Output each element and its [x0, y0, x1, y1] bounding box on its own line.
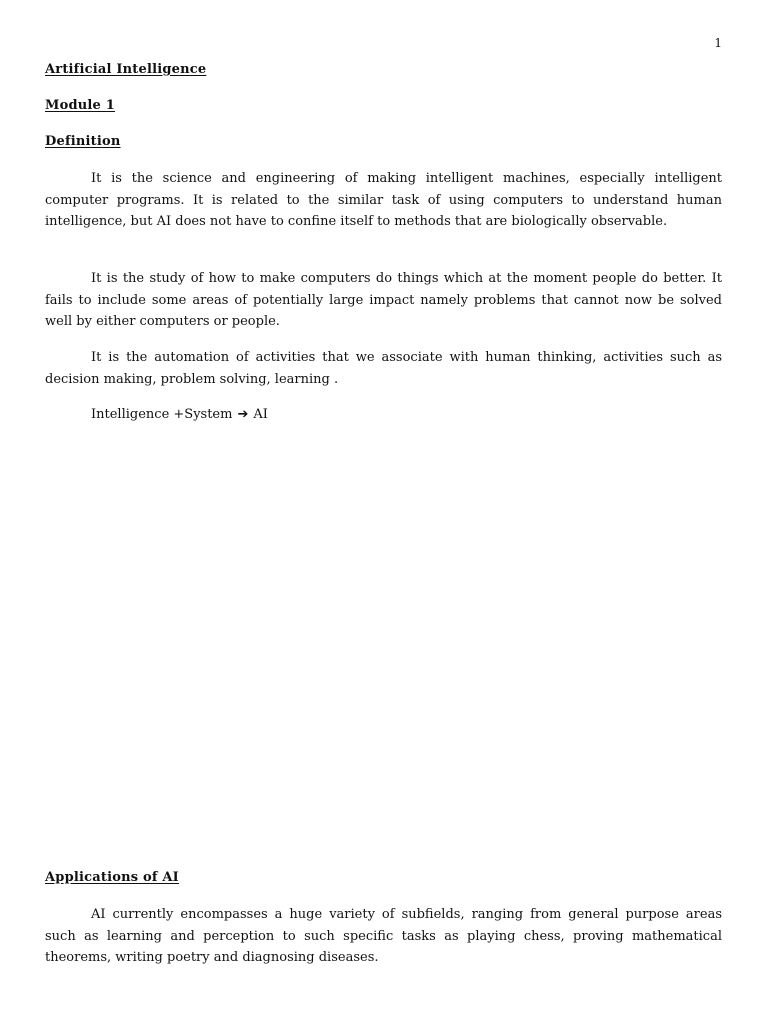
- document-title: Artificial Intelligence: [45, 62, 207, 77]
- module-heading: Module 1: [45, 98, 115, 113]
- formula-left: Intelligence +System: [91, 407, 233, 422]
- formula-right: AI: [253, 407, 268, 422]
- ai-formula: [91, 404, 268, 426]
- applications-heading: Applications of AI: [45, 870, 179, 885]
- definition-paragraph: It is the automation of activities that we associate with human thinking, activities such as decision making, problem solving, learning .: [45, 350, 722, 387]
- definition-paragraph: It is the study of how to make computers do things which at the moment people do better. It fails to include some areas of potentially large impact namely problems that cannot now be solved well by either computers or people.: [45, 271, 722, 329]
- applications-paragraph: AI currently encompasses a huge variety of subfields, ranging from general purpose areas such as learning and perception to such specific tasks as playing chess, proving mathematical theorems, writing poetry and diagnosing diseases.: [45, 907, 722, 965]
- right-arrow-icon: ➔: [237, 407, 249, 422]
- definition-paragraph: It is the science and engineering of making intelligent machines, especially intelligent computer programs. It is related to the similar task of using computers to understand human intelligence, but AI does not have to confine itself to methods that are biologically observable.: [45, 171, 722, 229]
- definition-heading: Definition: [45, 134, 121, 149]
- page-number: 1: [714, 36, 722, 50]
